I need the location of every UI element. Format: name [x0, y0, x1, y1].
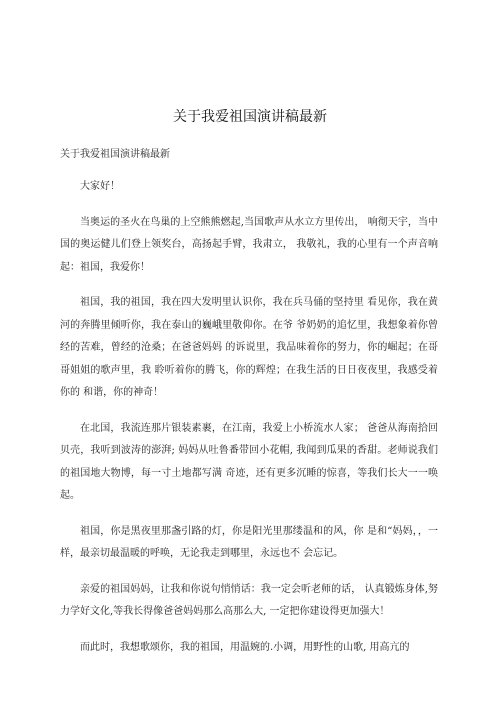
paragraph: 亲爱的祖国妈妈，让我和你说句悄悄话：我一定会听老师的话， 认真锻炼身体,努力学好文化,等我长得像爸爸妈妈那么高那么大, 一定把你建设得更加强大！	[60, 583, 438, 617]
paragraph-greeting: 大家好！	[80, 181, 120, 192]
paragraph: 祖国，我的祖国，我在四大发明里认识你，我在兵马俑的坚持里 看见你，我在黄河的奔腾里倾听你，我在泰山的巍峨里敬仰你。在爷 爷奶奶的追忆里，我想象着你曾经的苦难，曾经的沧桑；在爸爸妈妈 的诉说里，我品味着你的努力，你的崛起；在哥哥姐姐的歌声里，我 聆听着你的腾飞，你的辉煌；在我生活的日日夜夜里，我感受着你的 和谐，你的神奇！	[60, 297, 438, 398]
paragraph: 而此时，我想歌颂你，我的祖国，用温婉的.小调，用野性的山歌, 用高亢的	[80, 641, 410, 653]
document-body	[60, 176, 438, 672]
paragraph: 在北国，我流连那片银装素裹，在江南，我爱上小桥流水人家； 爸爸从海南拾回贝壳，我听到波涛的澎湃; 妈妈从吐鲁番带回小花帽, 我闻到瓜果的香甜。老师说我们的祖国地大物博，每一寸土地都写满 奇迹，还有更多沉睡的惊喜，等我们长大一一唤起。	[60, 422, 438, 501]
paragraph: 祖国，你是黑夜里那盏引路的灯，你是阳光里那缕温和的风，你 是和“妈妈，，一样，最亲切最温暖的呼唤，无论我走到哪里，永远也不 会忘记。	[60, 525, 438, 559]
document-subtitle: 关于我爱祖国演讲稿最新	[60, 149, 170, 160]
document-title: 关于我爱祖国演讲稿最新	[173, 109, 327, 125]
paragraph: 当奥运的圣火在鸟巢的上空熊熊燃起,当国歌声从水立方里传出， 响彻天宇，当中国的奥运健儿们登上领奖台，高扬起手臂，我肃立， 我敬礼，我的心里有一个声音响起：祖国，我爱你！	[60, 216, 438, 273]
